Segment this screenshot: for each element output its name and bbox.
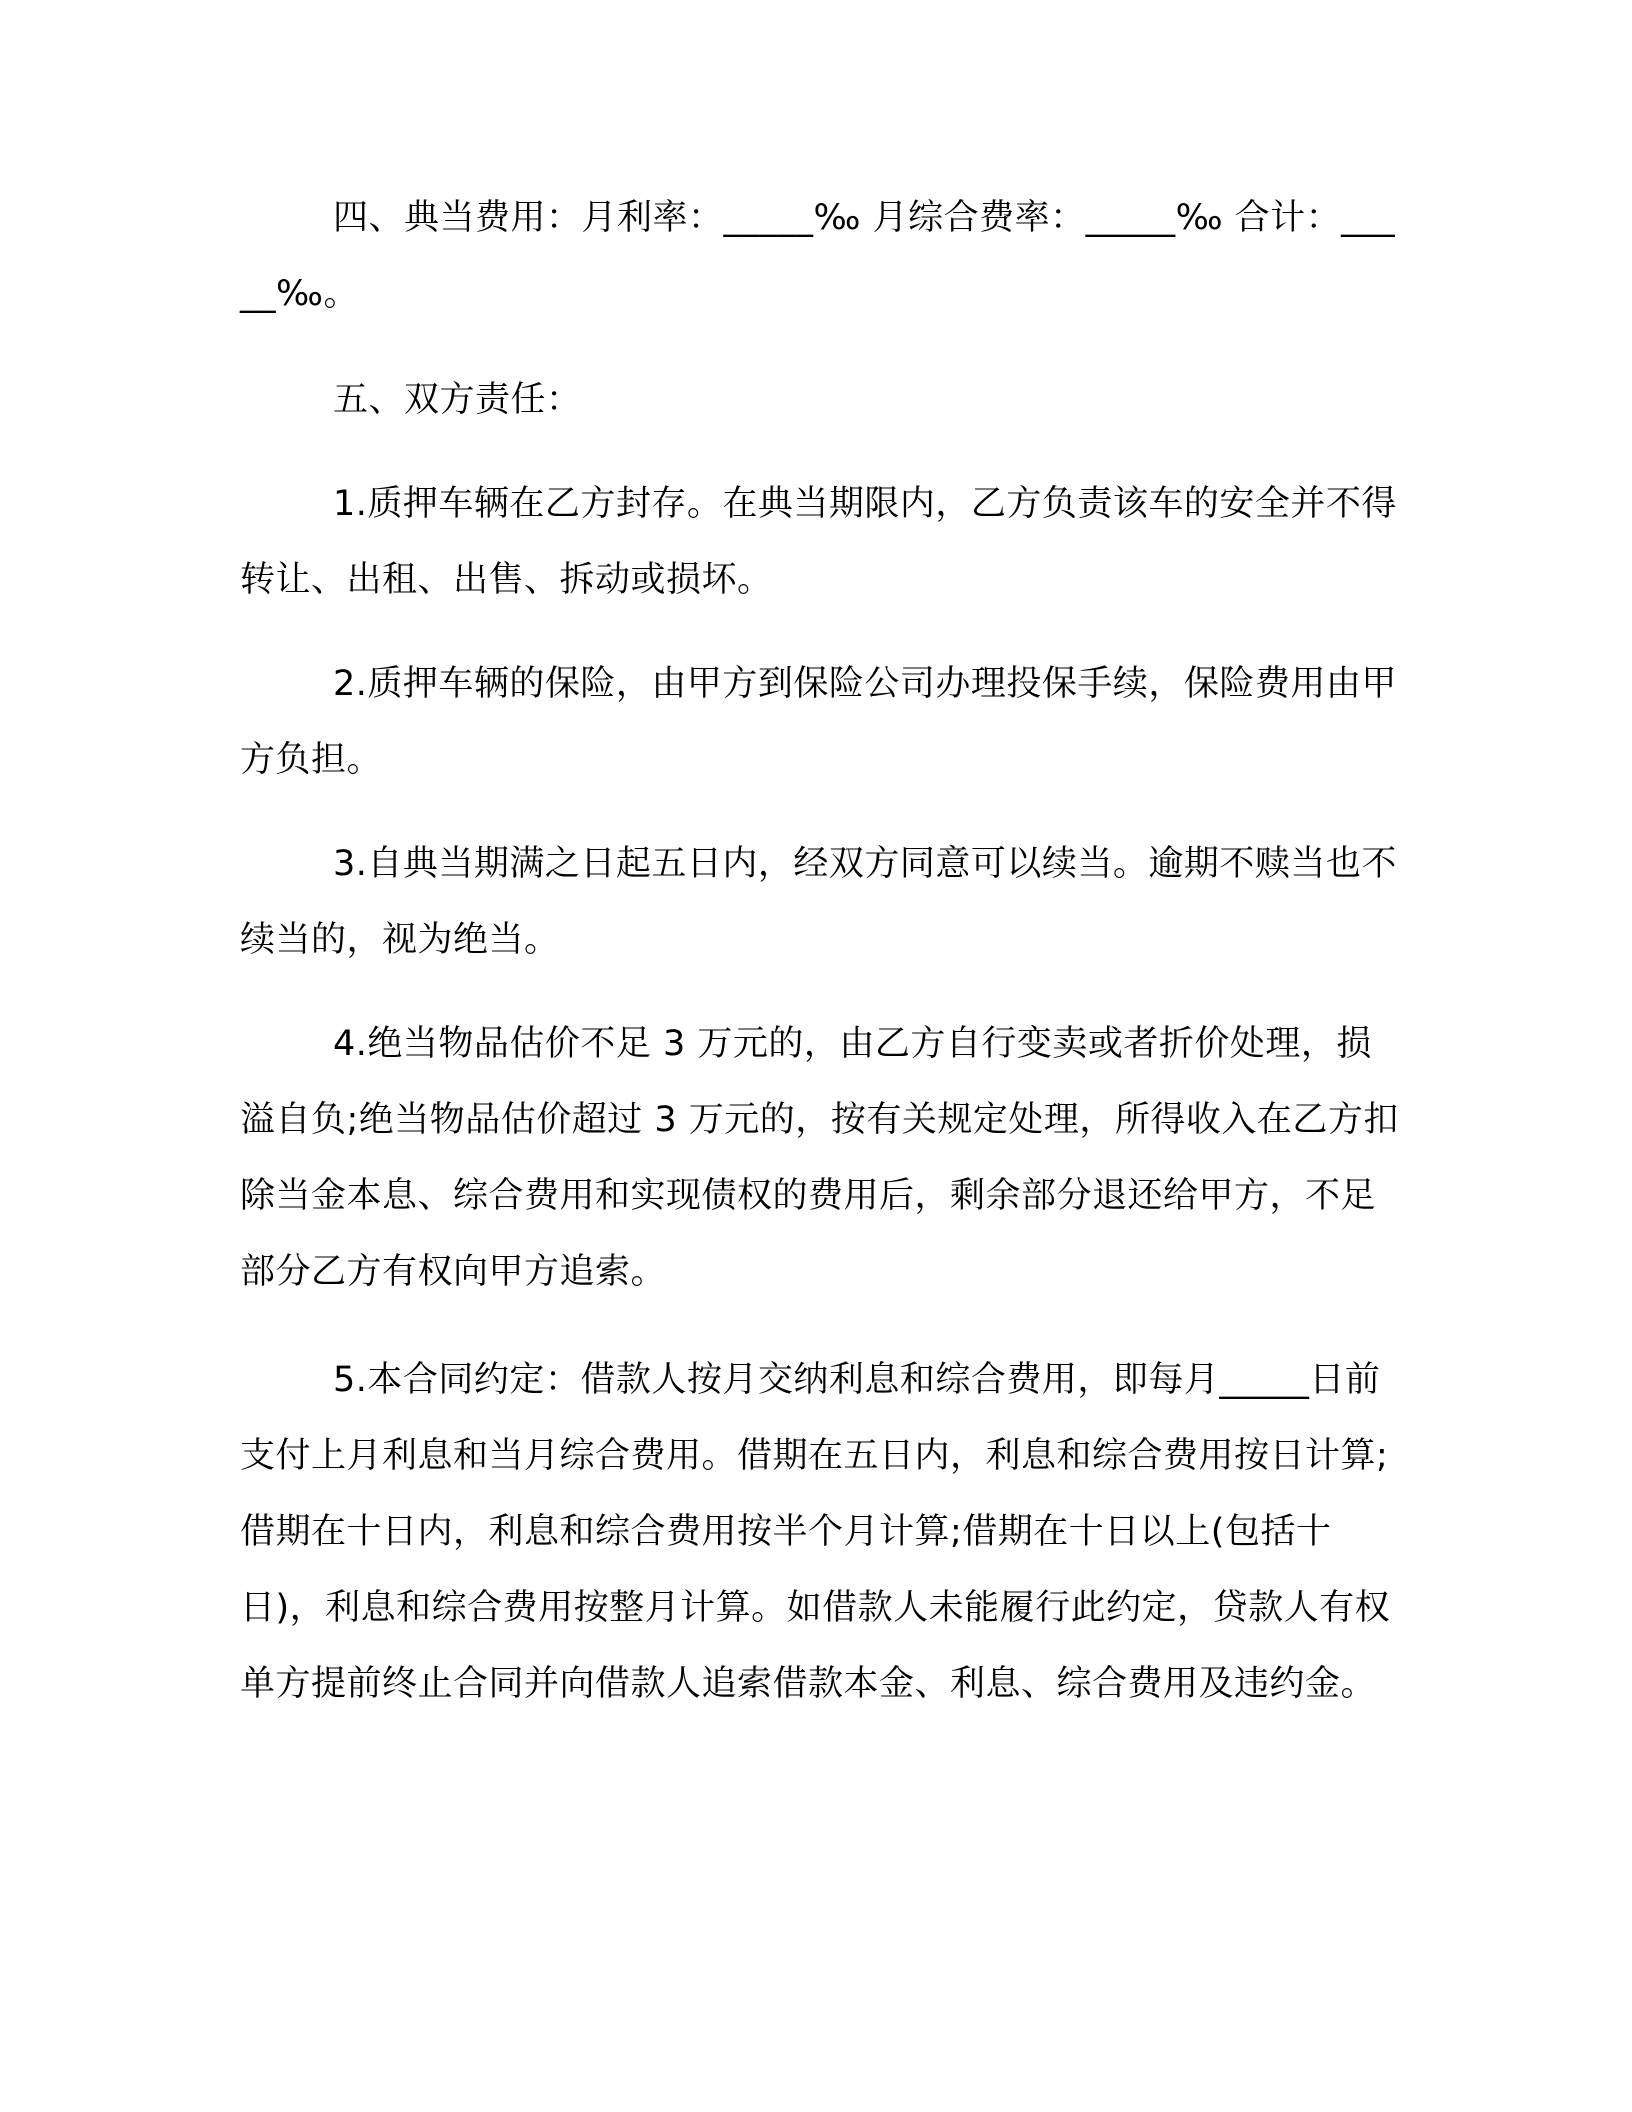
clause-3-renewal: 3.自典当期满之日起五日内，经双方同意可以续当。逾期不赎当也不续当的，视为绝当。 bbox=[240, 844, 1397, 960]
section-four-pawn-fees: 四、典当费用：月利率：_____‰ 月综合费率：_____‰ 合计：_____‰。 bbox=[240, 198, 1396, 314]
clause-5-payment-terms: 5.本合同约定：借款人按月交纳利息和综合费用，即每月_____日前支付上月利息和当月综合费用。借期在五日内，利息和综合费用按日计算;借期在十日内，利息和综合费用按半个月计算;借期在十日以上(包括十日)，利息和综合费用按整月计算。如借款人未能履行此约定，贷款人有权单方提前终止合同并向借款人追索借款本金、利息、综合费用及违约金。 bbox=[240, 1360, 1391, 1704]
clause-4-forfeited-goods: 4.绝当物品估价不足 3 万元的，由乙方自行变卖或者折价处理，损溢自负;绝当物品估价超过 3 万元的，按有关规定处理，所得收入在乙方扣除当金本息、综合费用和实现债权的费用后，剩余部分退还给甲方，不足部分乙方有权向甲方追索。 bbox=[240, 1024, 1399, 1292]
clause-2-vehicle-insurance: 2.质押车辆的保险，由甲方到保险公司办理投保手续，保险费用由甲方负担。 bbox=[240, 664, 1397, 780]
clause-1-vehicle-storage: 1.质押车辆在乙方封存。在典当期限内，乙方负责该车的安全并不得转让、出租、出售、拆动或损坏。 bbox=[240, 484, 1397, 600]
section-five-heading: 五、双方责任： bbox=[333, 380, 582, 420]
